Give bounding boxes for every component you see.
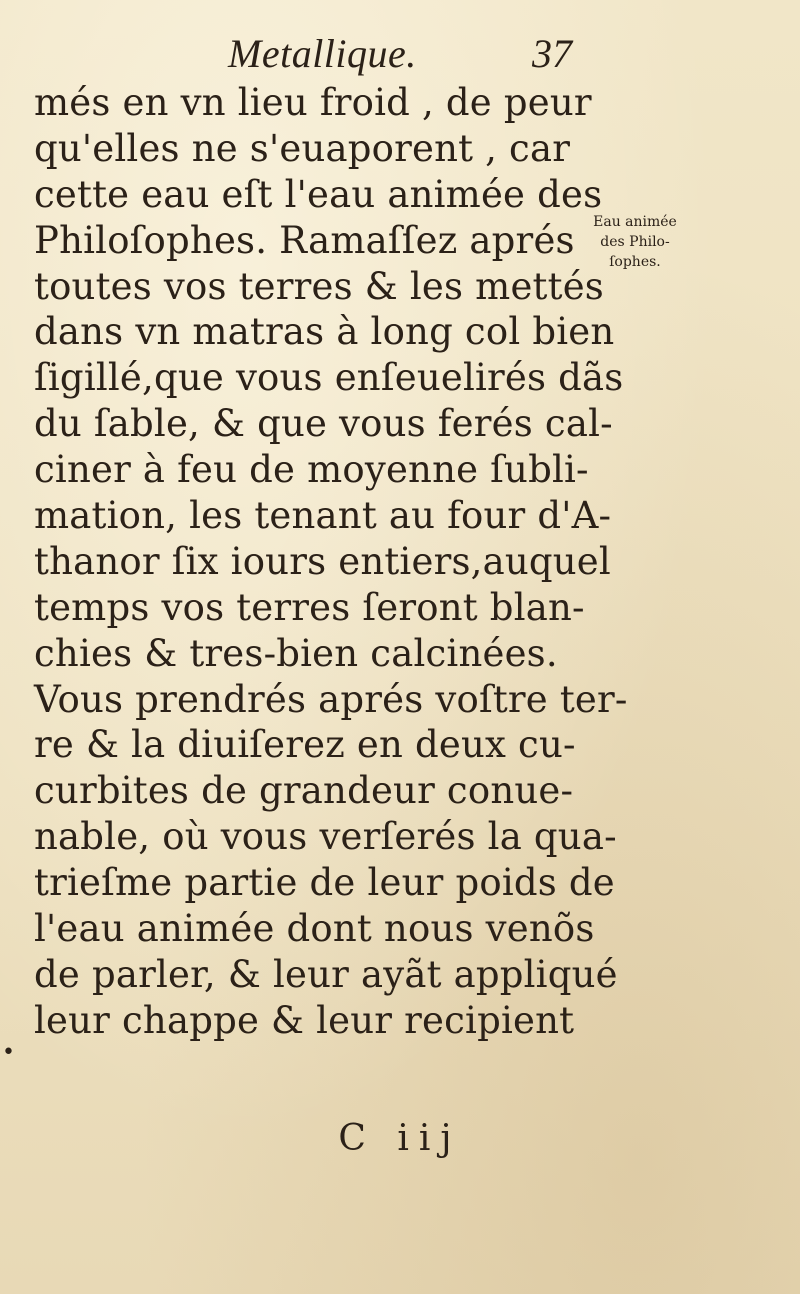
text-line: qu'elles ne s'euaporent , car bbox=[34, 126, 571, 170]
text-line: Philoſophes. Ramaſſez aprés bbox=[34, 218, 575, 262]
text-line: l'eau animée dont nous venõs bbox=[34, 907, 595, 951]
margin-note-line: des Philo- bbox=[600, 234, 670, 250]
bullet-mark: • bbox=[2, 1040, 15, 1065]
margin-note-line: Eau animée bbox=[593, 214, 677, 230]
text-line: toutes vos terres & les mettés bbox=[34, 264, 604, 308]
signature-mark: C iij bbox=[338, 1118, 462, 1159]
text-line: mation, les tenant au four d'A- bbox=[34, 494, 612, 538]
text-line: trieſme partie de leur poids de bbox=[34, 861, 615, 905]
text-line: dans vn matras à long col bien bbox=[34, 310, 615, 354]
text-line: cette eau eſt l'eau animée des bbox=[34, 172, 603, 216]
margin-note-line: ſophes. bbox=[609, 254, 661, 270]
text-line: curbites de grandeur conue- bbox=[34, 769, 574, 813]
running-title: Metallique. bbox=[228, 31, 417, 76]
text-line: chies & tres-bien calcinées. bbox=[34, 631, 558, 675]
body-text bbox=[34, 80, 628, 1044]
text-line: du ſable, & que vous ferés cal- bbox=[34, 402, 613, 446]
text-line: thanor ſix iours entiers,auquel bbox=[34, 539, 611, 583]
text-line: temps vos terres ſeront blan- bbox=[34, 585, 585, 629]
page-number: 37 bbox=[532, 31, 572, 76]
text-line: més en vn lieu froid , de peur bbox=[34, 81, 592, 124]
text-line: Vous prendrés aprés voſtre ter- bbox=[34, 677, 628, 721]
text-line: leur chappe & leur recipient bbox=[34, 998, 575, 1042]
text-line: nable, où vous verſerés la qua- bbox=[34, 815, 617, 859]
text-line: ſigillé,que vous enſeuelirés dãs bbox=[34, 356, 624, 400]
margin-note bbox=[580, 212, 690, 272]
page-header bbox=[0, 22, 800, 82]
text-line: ciner à feu de moyenne ſubli- bbox=[34, 448, 589, 492]
text-line: re & la diuiſerez en deux cu- bbox=[34, 723, 576, 767]
text-line: de parler, & leur ayãt appliqué bbox=[34, 952, 618, 996]
